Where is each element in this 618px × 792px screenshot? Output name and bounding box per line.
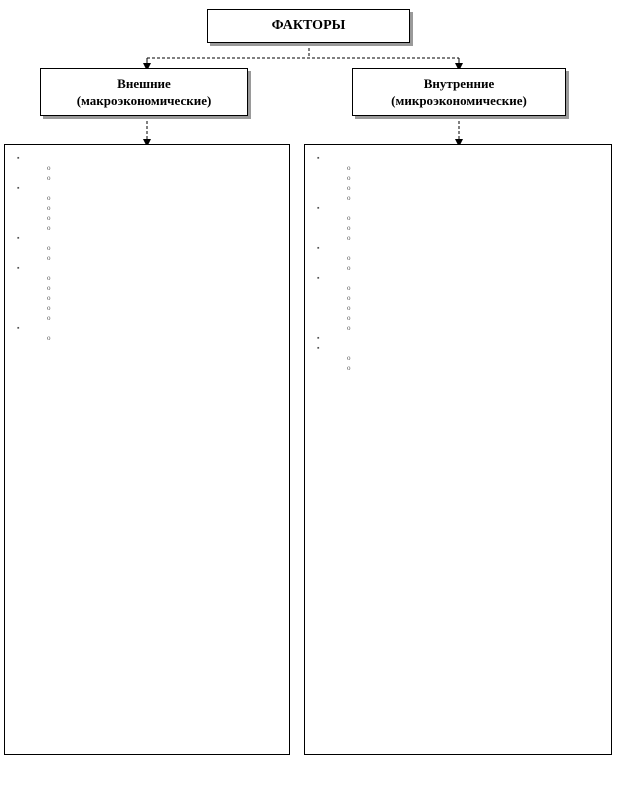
list-item-marker: o <box>347 314 351 322</box>
external-factors-list <box>4 144 290 755</box>
list-item-marker: o <box>47 204 51 212</box>
list-item-marker: ▪ <box>317 244 320 252</box>
list-item-marker: ▪ <box>17 234 20 242</box>
list-item-marker: o <box>47 174 51 182</box>
factors-title: ФАКТОРЫ <box>271 18 346 33</box>
list-item-marker: o <box>347 164 351 172</box>
list-item-marker: o <box>47 254 51 262</box>
list-item-marker: o <box>47 194 51 202</box>
list-item-marker: o <box>347 324 351 332</box>
list-item-marker: o <box>347 304 351 312</box>
list-item-marker: ▪ <box>17 154 20 162</box>
internal-title-line2: (микроэкономические) <box>391 93 527 108</box>
list-item-marker: o <box>347 354 351 362</box>
list-item-marker: o <box>347 224 351 232</box>
list-item-marker: o <box>347 234 351 242</box>
list-item-marker: o <box>47 164 51 172</box>
list-item-marker: ▪ <box>17 264 20 272</box>
list-item-marker: ▪ <box>17 324 20 332</box>
list-item-marker: o <box>347 264 351 272</box>
list-item-marker: o <box>47 314 51 322</box>
list-item-marker: o <box>347 294 351 302</box>
list-item-marker: o <box>347 254 351 262</box>
external-title-line1: Внешние <box>117 76 171 91</box>
list-item-marker: ▪ <box>17 184 20 192</box>
list-item-marker: o <box>347 214 351 222</box>
list-item-marker: o <box>347 184 351 192</box>
list-item-marker: ▪ <box>317 204 320 212</box>
list-item-marker: o <box>47 334 51 342</box>
list-item-marker: ▪ <box>317 344 320 352</box>
list-item-marker: o <box>47 294 51 302</box>
list-item-marker: o <box>347 364 351 372</box>
external-title-line2: (макроэкономические) <box>76 93 212 108</box>
internal-factors-list <box>304 144 612 755</box>
list-item-marker: o <box>47 244 51 252</box>
internal-factors-header <box>352 68 566 116</box>
list-item-marker: o <box>47 224 51 232</box>
list-item-marker: ▪ <box>317 334 320 342</box>
list-item-marker: ▪ <box>317 154 320 162</box>
list-item-marker: o <box>47 284 51 292</box>
list-item-marker: o <box>47 304 51 312</box>
list-item-marker: o <box>47 274 51 282</box>
list-item-marker: o <box>347 284 351 292</box>
list-item-marker: o <box>347 194 351 202</box>
internal-title-line1: Внутренние <box>423 76 495 91</box>
factors-title-box <box>207 9 410 43</box>
list-item-marker: o <box>347 174 351 182</box>
list-item-marker: o <box>47 214 51 222</box>
external-factors-header <box>40 68 248 116</box>
list-item-marker: ▪ <box>317 274 320 282</box>
